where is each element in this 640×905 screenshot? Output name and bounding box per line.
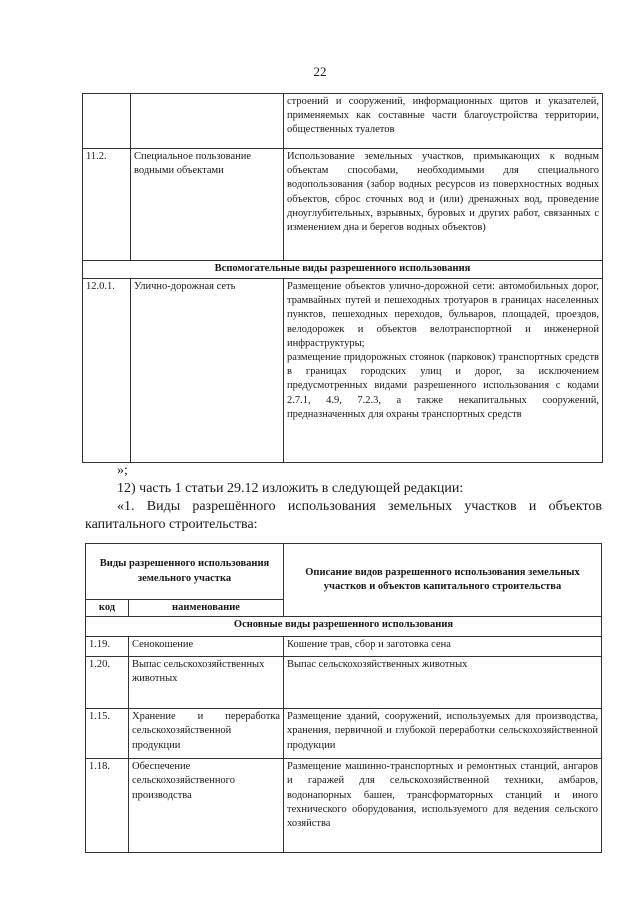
table-row <box>83 94 603 149</box>
description-paragraph: размещение придорожных стоянок (парковок) транспортных средств в границах городских улиц и дорог, за исключением предусмотренных видами разрешенного использования с кодами 2.7.1, 4.9, 7.2.3, а также некапитальных сооружений, предназначенных для охраны транспортных средств <box>287 352 599 420</box>
section-header-row <box>83 261 603 279</box>
name-cell: Хранение и переработка сельскохозяйственной продукции <box>129 709 284 759</box>
name-cell: Выпас сельскохозяйственных животных <box>129 657 284 709</box>
description-cell: Выпас сельскохозяйственных животных <box>284 657 602 709</box>
description-paragraph: Размещение объектов улично-дорожной сети: автомобильных дорог, трамвайных путей и пешеходных тротуаров в границах населенных пунктов, пешеходных переходов, бульваров, площадей, проездов, велодорожек и объектов велотранспортной и инженерной инфраструктуры; <box>287 281 599 349</box>
code-cell: 1.15. <box>86 709 129 759</box>
code-cell: 1.18. <box>86 759 129 853</box>
header-group: Виды разрешенного использования земельного участка <box>86 544 284 600</box>
description-cell: Использование земельных участков, примыкающих к водным объектам способами, необходимыми для специального водопользования (забор водных ресурсов из поверхностных водных объектов, сброс сточных вод и (или) дренажных вод, проведение дноуглубительных, взрывных, буровых и других работ, связанных с изменением дна и берегов водных объектов) <box>284 149 603 261</box>
paragraph-line: капитального строительства: <box>85 517 258 532</box>
land-use-table-continued <box>82 93 603 463</box>
header-description: Описание видов разрешенного использования земельных участков и объектов капитального строительства <box>284 544 602 617</box>
table-row <box>86 759 602 853</box>
description-cell: строений и сооружений, информационных щитов и указателей, применяемых как составные части благоустройства территории, общественных туалетов <box>284 94 603 149</box>
header-row <box>86 544 602 600</box>
code-cell <box>83 94 131 149</box>
name-cell: Сенокошение <box>129 637 284 657</box>
name-cell <box>131 94 284 149</box>
closing-quote: »; <box>117 463 128 478</box>
code-cell: 12.0.1. <box>83 279 131 463</box>
name-cell: Обеспечение сельскохозяйственного производства <box>129 759 284 853</box>
header-name: наименование <box>129 600 284 617</box>
name-cell: Специальное пользование водными объектами <box>131 149 284 261</box>
description-cell: Размещение зданий, сооружений, используемых для производства, хранения, первичной и глубокой переработки сельскохозяйственной продукции <box>284 709 602 759</box>
name-cell: Улично-дорожная сеть <box>131 279 284 463</box>
code-cell: 1.20. <box>86 657 129 709</box>
description-cell: Размещение машинно-транспортных и ремонтных станций, ангаров и гаражей для сельскохозяйственной техники, амбаров, водонапорных башен, трансформаторных станций и иного технического оборудования, используемого для ведения сельского хозяйства <box>284 759 602 853</box>
section-header-row <box>86 617 602 637</box>
table-row <box>83 279 603 463</box>
amendment-item: 12) часть 1 статьи 29.12 изложить в следующей редакции: <box>117 481 464 496</box>
table-row <box>86 637 602 657</box>
table-row <box>83 149 603 261</box>
description-cell <box>284 279 603 463</box>
header-code: код <box>86 600 129 617</box>
section-header: Вспомогательные виды разрешенного использования <box>83 261 603 279</box>
land-use-table <box>85 543 602 853</box>
description-cell: Кошение трав, сбор и заготовка сена <box>284 637 602 657</box>
paragraph-line: «1. Виды разрешённого использования земельных участков и объектов <box>117 499 602 514</box>
code-cell: 1.19. <box>86 637 129 657</box>
table-row <box>86 657 602 709</box>
section-header: Основные виды разрешенного использования <box>86 617 602 637</box>
table-row <box>86 709 602 759</box>
page-number: 22 <box>313 64 327 79</box>
code-cell: 11.2. <box>83 149 131 261</box>
